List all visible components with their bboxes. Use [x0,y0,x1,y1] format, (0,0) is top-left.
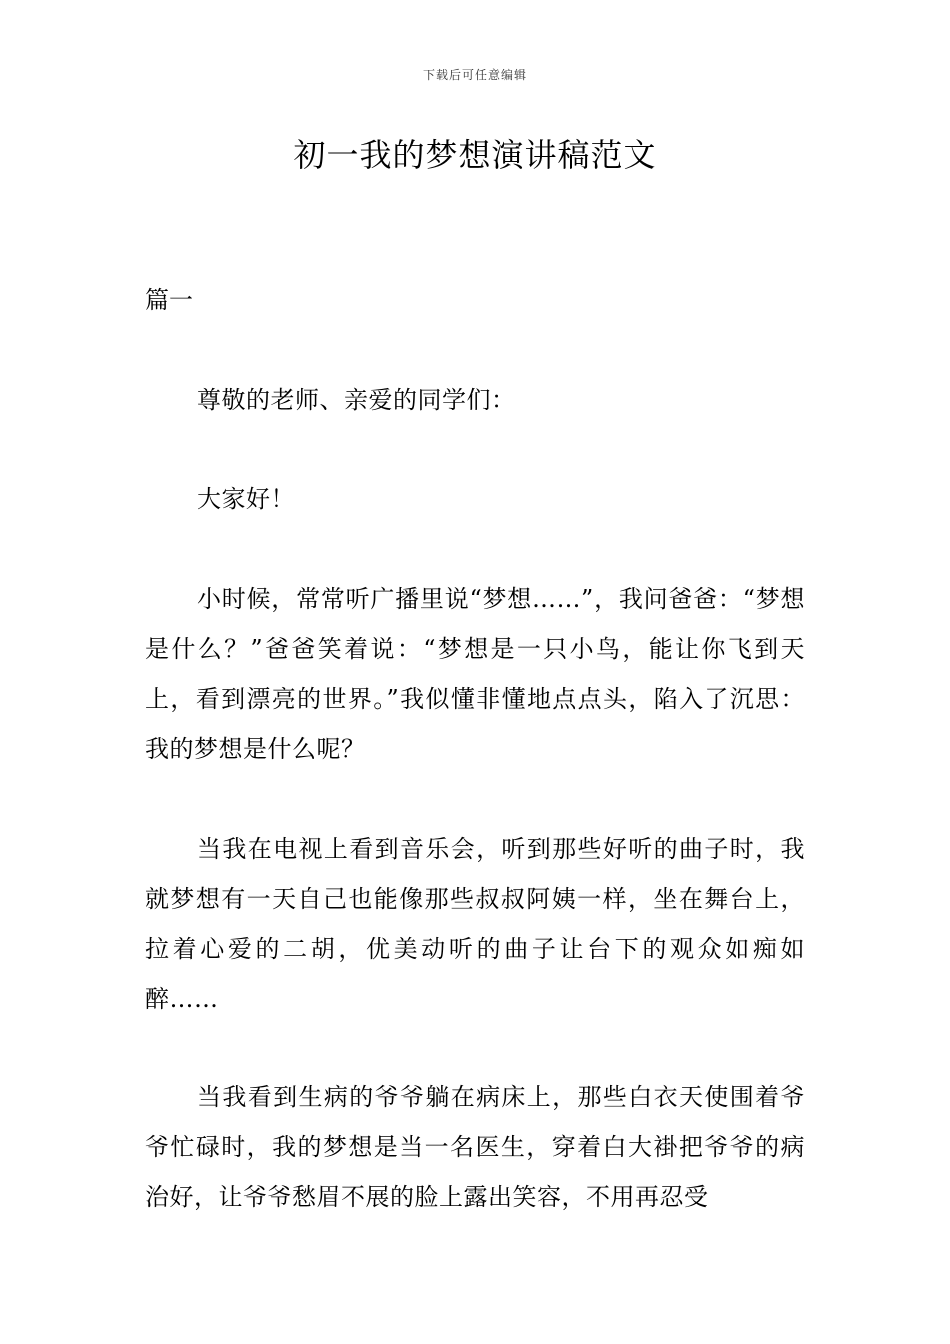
section-label: 篇一 [145,286,193,314]
paragraph-2: 当我在电视上看到音乐会，听到那些好听的曲子时，我就梦想有一天自己也能像那些叔叔阿姨一样，坐在舞台上，拉着心爱的二胡，优美动听的曲子让台下的观众如痴如醉…… [145,835,805,1013]
header-note: 下载后可任意编辑 [422,68,527,82]
paragraph-salutation: 尊敬的老师、亲爱的同学们： [197,386,516,414]
paragraph-greeting: 大家好！ [197,485,295,513]
paragraph-1: 小时候，常常听广播里说“梦想……”，我问爸爸：“梦想是什么？”爸爸笑着说：“梦想是一只小鸟，能让你飞到天上，看到漂亮的世界。”我似懂非懂地点点头，陷入了沉思：我的梦想是什么呢？ [145,585,805,763]
paragraph-3: 当我看到生病的爷爷躺在病床上，那些白衣天使围着爷爷忙碌时，我的梦想是当一名医生，穿着白大褂把爷爷的病治好，让爷爷愁眉不展的脸上露出笑容，不用再忍受 [145,1083,805,1211]
document-title: 初一我的梦想演讲稿范文 [293,136,657,174]
